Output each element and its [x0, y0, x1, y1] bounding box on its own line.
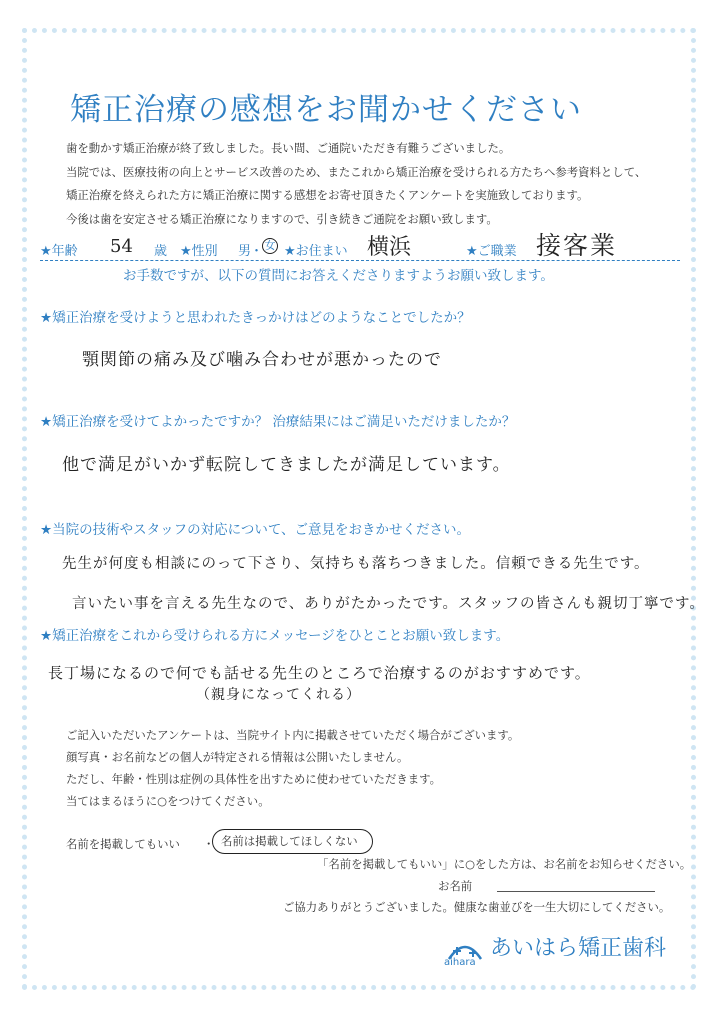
answer-3-line: 先生が何度も相談にのって下さり、気持ちも落ちつきました。信頼できる先生です。	[62, 556, 650, 572]
gender-female-circled	[262, 238, 278, 254]
occupation-value: 接客業	[536, 231, 618, 260]
gender-dot: ・	[250, 244, 264, 259]
intro-line: 歯を動かす矯正治療が終了致しました。長い間、ご通院いただき有難うございました。	[66, 141, 511, 155]
consent-option-private[interactable]: 名前は掲載してほしくない	[212, 829, 373, 854]
intro-text	[66, 137, 686, 231]
question-1: ★矯正治療を受けようと思われたきっかけはどのようなことでしたか？	[40, 310, 471, 326]
clinic-logo-name: あいはら矯正歯科	[490, 936, 667, 961]
profile-row	[40, 228, 680, 261]
answer-4-line: 長丁場になるので何でも話せる先生のところで治療するのがおすすめです。	[48, 664, 591, 682]
answer-2-line: 他で満足がいかず転院してきましたが満足しています。	[62, 455, 511, 475]
footer-line: ただし、年齢・性別は症例の具体性を出すために使わせていただきます。	[66, 772, 441, 786]
gender-female: 女	[262, 238, 278, 254]
footer-line: 顔写真・お名前などの個人が特定される情報は公開いたしません。	[66, 750, 409, 764]
occupation-label: ★ご職業	[466, 244, 517, 259]
question-3: ★当院の技術やスタッフの対応について、ご意見をおきかせください。	[40, 522, 471, 538]
residence-label: ★お住まい	[284, 244, 348, 259]
footer-line: 当てはまるほうに○をつけてください。	[66, 794, 270, 808]
question-4: ★矯正治療をこれから受けられる方にメッセージをひとことお願い致します。	[40, 628, 510, 644]
consent-option-publish[interactable]: 名前を掲載してもいい	[66, 837, 180, 851]
thanks-text: ご協力ありがとうございました。健康な歯並びを一生大切にしてください。	[283, 900, 671, 914]
answer-3-line: 言いたい事を言える先生なので、ありがたかったです。スタッフの皆さんも親切丁寧です。	[72, 596, 705, 612]
intro-line: 今後は歯を安定させる矯正治療になりますので、引き続きご通院をお願い致します。	[66, 211, 498, 226]
request-text: お手数ですが、以下の質問にお答えくださりますようお願い致します。	[123, 268, 554, 284]
answer-4-line: （親身になってくれる）	[196, 687, 361, 703]
intro-line: 矯正治療を終えられた方に矯正治療に関する感想をお寄せ頂きたくアンケートを実施致しております。	[66, 188, 589, 202]
age-unit: 歳	[154, 244, 168, 259]
age-label: ★年齢	[40, 244, 78, 259]
intro-line: 当院では、医療技術の向上とサービス改善のため、またこれから矯正治療を受けられる方たちへ参考資料として、	[66, 164, 647, 179]
clinic-logo-sub: aihara	[444, 957, 476, 968]
answer-1-line: 顎関節の痛み及び噛み合わせが悪かったので	[82, 350, 442, 370]
question-2: ★矯正治療を受けてよかったですか？ 治療結果にはご満足いただけましたか？	[40, 414, 516, 430]
footer-line: ご記入いただいたアンケートは、当院サイト内に掲載させていただく場合がございます。	[66, 728, 520, 742]
page-title: 矯正治療の感想をお聞かせください	[70, 92, 582, 128]
age-value: 54	[110, 236, 133, 257]
footer-text	[66, 724, 519, 812]
consent-separator: ・	[203, 837, 215, 851]
gender-label: ★性別	[180, 244, 218, 259]
consent-note: 「名前を掲載してもいい」に○をした方は、お名前をお知らせください。	[317, 857, 692, 871]
gender-male: 男	[238, 244, 252, 259]
name-field[interactable]	[497, 891, 655, 892]
name-label: お名前	[438, 879, 473, 893]
residence-value: 横浜	[367, 235, 412, 260]
